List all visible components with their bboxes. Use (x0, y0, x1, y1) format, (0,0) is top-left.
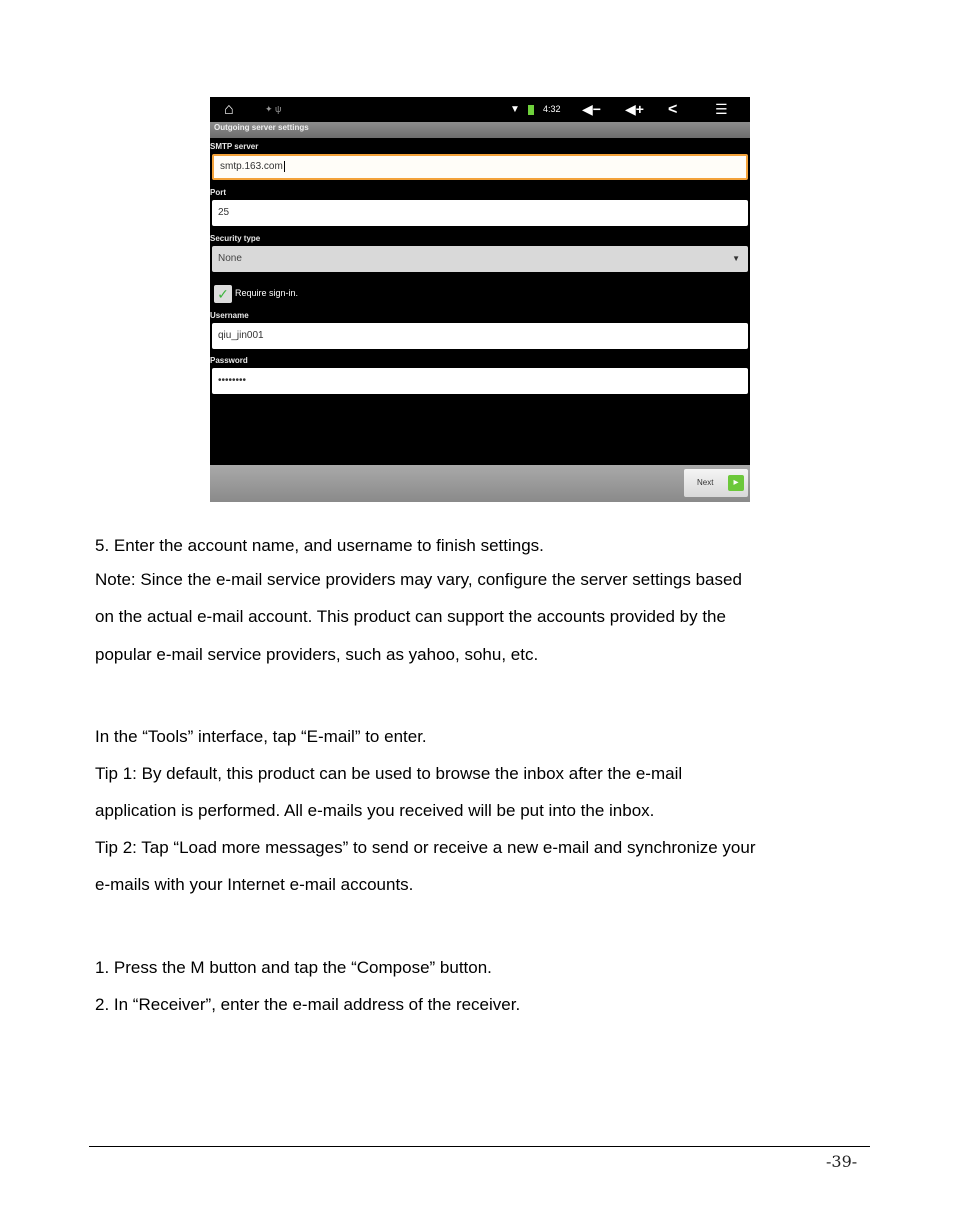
username-value: qiu_jin001 (218, 330, 264, 341)
back-icon[interactable]: < (668, 101, 678, 118)
port-input[interactable] (212, 200, 748, 226)
password-label: Password (210, 356, 248, 365)
bottom-button-bar (210, 465, 750, 502)
password-input[interactable] (212, 368, 748, 394)
footer-divider (89, 1146, 870, 1147)
battery-icon (528, 105, 534, 115)
volume-up-icon[interactable]: ◀+ (625, 101, 644, 117)
next-button[interactable] (684, 469, 748, 497)
password-value: •••••••• (218, 375, 247, 386)
text-cursor (284, 161, 285, 172)
security-type-label: Security type (210, 234, 261, 243)
email-settings-screenshot (210, 97, 750, 502)
tip2-line-1: Tip 2: Tap “Load more messages” to send or receive a new e-mail and synchronize your (95, 838, 756, 857)
menu-icon[interactable]: ☰ (715, 101, 728, 117)
require-signin-checkbox[interactable] (214, 285, 232, 303)
dropdown-arrow-icon: ▼ (732, 254, 740, 263)
settings-titlebar (210, 122, 750, 138)
arrow-right-icon: ▸ (728, 475, 744, 491)
require-signin-label: Require sign-in. (235, 288, 299, 298)
step5-text: 5. Enter the account name, and username to finish settings. (95, 536, 544, 555)
port-value: 25 (218, 207, 230, 218)
status-bar (210, 97, 750, 122)
username-label: Username (210, 311, 249, 320)
usb-icon: ✦ ψ (265, 104, 282, 114)
checkmark-icon: ✓ (217, 286, 229, 302)
compose-step-2: 2. In “Receiver”, enter the e-mail address of the receiver. (95, 995, 521, 1014)
note-line-2: on the actual e-mail account. This product can support the accounts provided by the (95, 607, 726, 626)
tip1-line-1: Tip 1: By default, this product can be used to browse the inbox after the e-mail (95, 764, 683, 783)
note-line-1: Note: Since the e-mail service providers may vary, configure the server settings based (95, 570, 742, 589)
home-icon[interactable]: ⌂ (224, 101, 234, 118)
smtp-server-input[interactable] (212, 154, 748, 180)
security-type-select[interactable] (212, 246, 748, 272)
smtp-server-label: SMTP server (210, 142, 259, 151)
smtp-server-value: smtp.163.com (220, 161, 283, 172)
page-number: -39- (826, 1152, 858, 1171)
tip1-line-2: application is performed. All e-mails you received will be put into the inbox. (95, 801, 655, 820)
username-input[interactable] (212, 323, 748, 349)
volume-down-icon[interactable]: ◀− (582, 101, 601, 117)
tools-intro-text: In the “Tools” interface, tap “E-mail” to enter. (95, 727, 427, 746)
next-button-label: Next (697, 478, 714, 487)
security-type-value: None (218, 253, 242, 264)
wifi-icon: ▼ (510, 104, 520, 115)
port-label: Port (210, 188, 226, 197)
note-line-3: popular e-mail service providers, such as yahoo, sohu, etc. (95, 645, 539, 664)
page-title: Outgoing server settings (214, 123, 309, 132)
tip2-line-2: e-mails with your Internet e-mail accounts. (95, 875, 414, 894)
status-time: 4:32 (543, 104, 561, 114)
compose-step-1: 1. Press the M button and tap the “Compose” button. (95, 958, 492, 977)
